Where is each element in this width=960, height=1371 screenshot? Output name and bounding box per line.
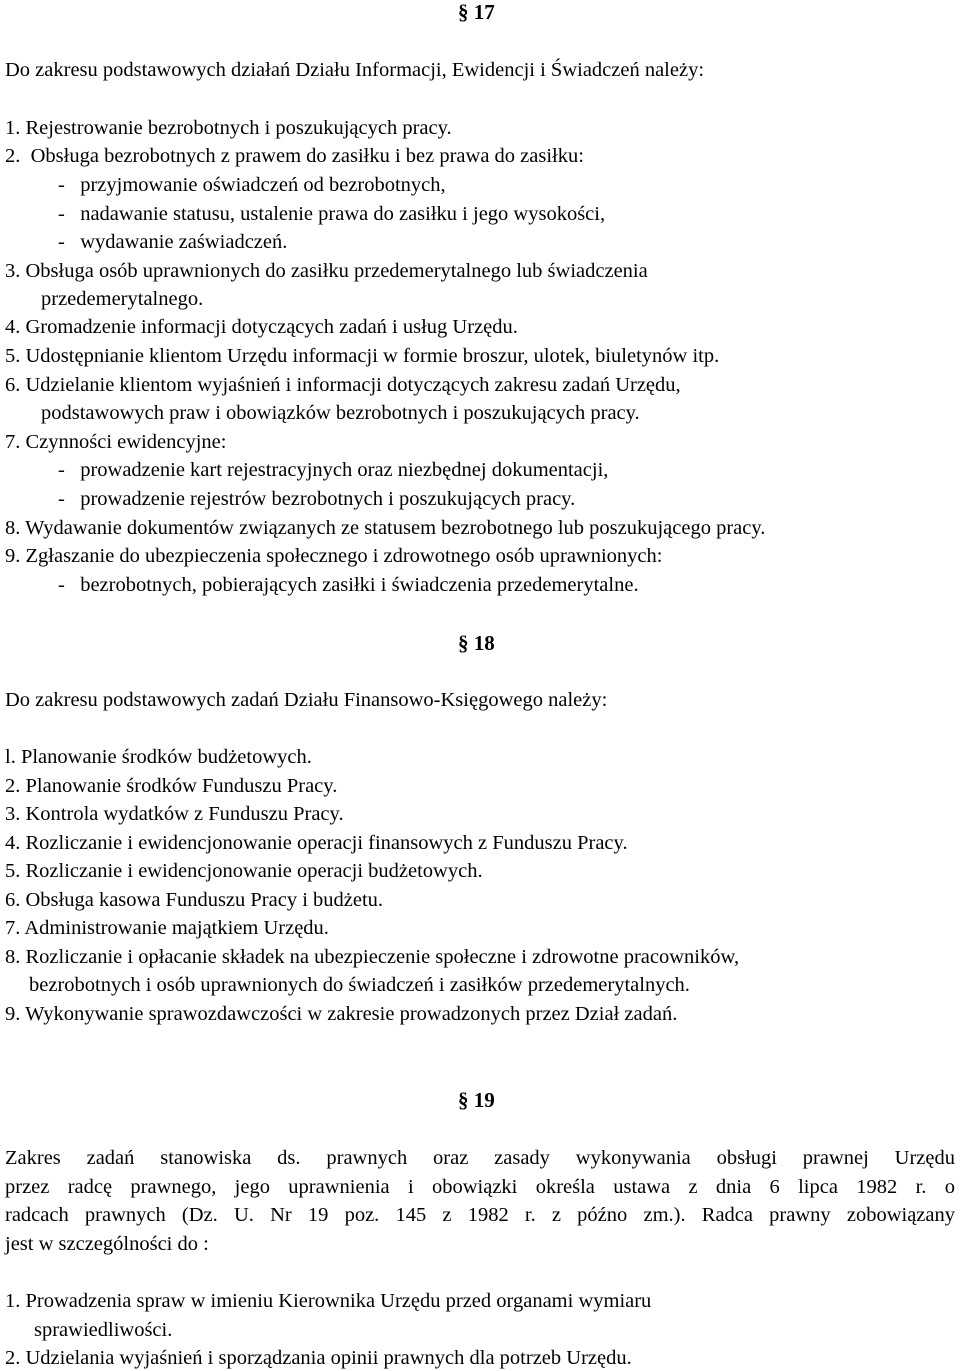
list-item: 2. Obsługa bezrobotnych z prawem do zasiłku i bez prawa do zasiłku: [5,145,584,167]
list-item: 6. Udzielanie klientom wyjaśnień i informacji dotyczących zakresu zadań Urzędu, [5,374,681,396]
list-item: 6. Obsługa kasowa Funduszu Pracy i budżetu. [5,889,384,911]
list-item: 1. Rejestrowanie bezrobotnych i poszukujących pracy. [5,117,452,139]
section-18-intro: Do zakresu podstawowych zadań Działu Finansowo-Księgowego należy: [5,689,608,711]
list-item-continuation: przedemerytalnego. [41,288,204,310]
list-item: 4. Gromadzenie informacji dotyczących zadań i usług Urzędu. [5,316,518,338]
list-item: 1. Prowadzenia spraw w imieniu Kierownika Urzędu przed organami wymiaru [5,1290,652,1312]
section-19-paragraph-line: przez radcę prawnego, jego uprawnienia i obowiązki określa ustawa z dnia 6 lipca 1982 r. o [5,1176,955,1198]
section-19-paragraph-line: Zakres zadań stanowiska ds. prawnych oraz zasady wykonywania obsługi prawnej Urzędu [5,1147,955,1169]
list-item: 7. Czynności ewidencyjne: [5,431,227,453]
list-item: 2. Udzielania wyjaśnień i sporządzania opinii prawnych dla potrzeb Urzędu. [5,1347,632,1369]
list-item-continuation: bezrobotnych i osób uprawnionych do świadczeń i zasiłków przedemerytalnych. [29,974,690,996]
section-19-heading: § 19 [458,1088,495,1112]
list-subitem: - prowadzenie kart rejestracyjnych oraz niezbędnej dokumentacji, [58,459,609,481]
section-19-paragraph-line: radcach prawnych (Dz. U. Nr 19 poz. 145 z 1982 r. z późno zm.). Radca prawny zobowiązany [5,1204,955,1226]
list-subitem: - prowadzenie rejestrów bezrobotnych i poszukujących pracy. [58,488,576,510]
list-item-continuation: podstawowych praw i obowiązków bezrobotnych i poszukujących pracy. [41,402,640,424]
section-17-heading: § 17 [458,0,495,24]
section-18-heading: § 18 [458,631,495,655]
section-19-paragraph-line: jest w szczególności do : [5,1233,209,1255]
list-item: 5. Udostępnianie klientom Urzędu informacji w formie broszur, ulotek, biuletynów itp. [5,345,720,367]
section-17-intro: Do zakresu podstawowych działań Działu Informacji, Ewidencji i Świadczeń należy: [5,59,705,81]
list-item: 4. Rozliczanie i ewidencjonowanie operacji finansowych z Funduszu Pracy. [5,832,628,854]
list-item-continuation: sprawiedliwości. [34,1319,173,1341]
list-item: 8. Rozliczanie i opłacanie składek na ubezpieczenie społeczne i zdrowotne pracowników, [5,946,740,968]
list-subitem: - przyjmowanie oświadczeń od bezrobotnych, [58,174,446,196]
list-item: 8. Wydawanie dokumentów związanych ze statusem bezrobotnego lub poszukującego pracy. [5,517,766,539]
list-item: 3. Obsługa osób uprawnionych do zasiłku przedemerytalnego lub świadczenia [5,260,648,282]
list-subitem: - bezrobotnych, pobierających zasiłki i świadczenia przedemerytalne. [58,574,639,596]
list-item: 2. Planowanie środków Funduszu Pracy. [5,775,338,797]
list-item: 7. Administrowanie majątkiem Urzędu. [5,917,329,939]
list-item: 9. Zgłaszanie do ubezpieczenia społecznego i zdrowotnego osób uprawnionych: [5,545,663,567]
list-item: l. Planowanie środków budżetowych. [5,746,312,768]
list-item: 5. Rozliczanie i ewidencjonowanie operacji budżetowych. [5,860,483,882]
list-item: 3. Kontrola wydatków z Funduszu Pracy. [5,803,344,825]
list-subitem: - nadawanie statusu, ustalenie prawa do zasiłku i jego wysokości, [58,203,606,225]
list-subitem: - wydawanie zaświadczeń. [58,231,288,253]
list-item: 9. Wykonywanie sprawozdawczości w zakresie prowadzonych przez Dział zadań. [5,1003,678,1025]
